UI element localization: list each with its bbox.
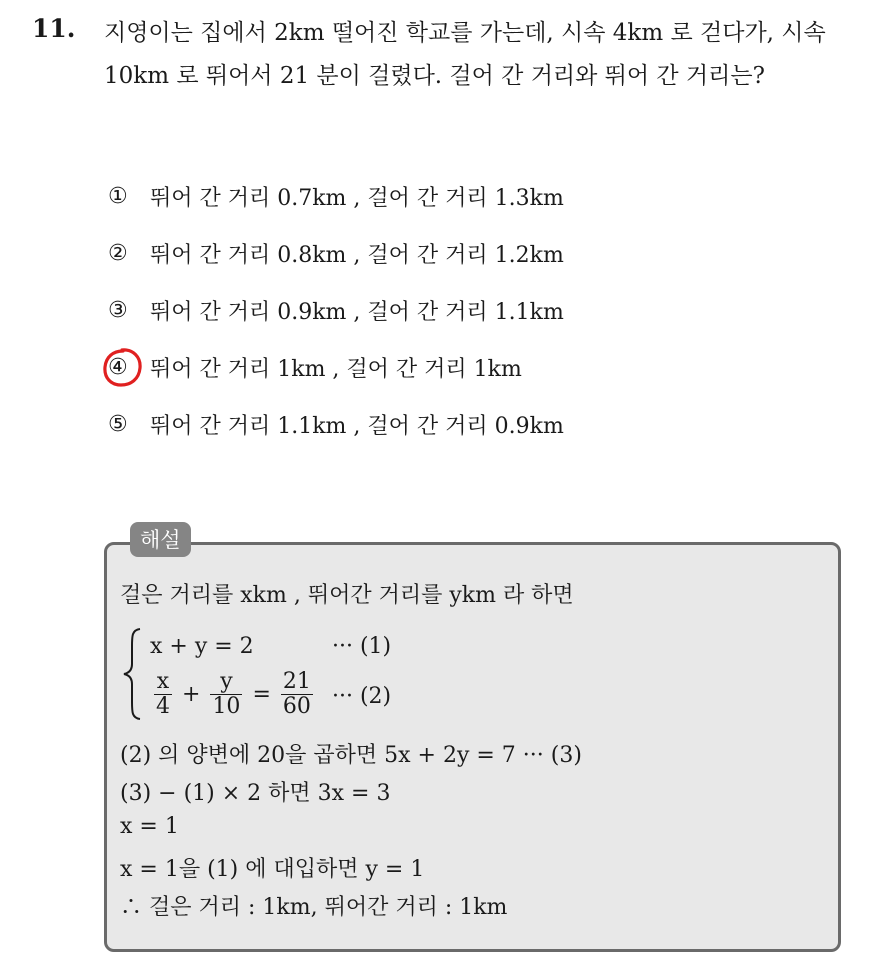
fraction-x-over-4 <box>154 670 172 719</box>
question-number: 11. <box>32 14 76 43</box>
solution-conclusion: ∴ 걸은 거리 : 1km, 뛰어간 거리 : 1km <box>120 895 508 920</box>
choice-4-text: 뛰어 간 거리 1km , 걸어 간 거리 1km <box>150 357 522 382</box>
choice-1-text: 뛰어 간 거리 0.7km , 걸어 간 거리 1.3km <box>150 186 564 211</box>
choice-3-text: 뛰어 간 거리 0.9km , 걸어 간 거리 1.1km <box>150 300 564 325</box>
choice-1-marker: ① <box>108 184 128 209</box>
fraction-1-denominator: 4 <box>156 694 170 719</box>
question-text: 지영이는 집에서 2km 떨어진 학교를 가는데, 시속 4km 로 걷다가, 시속 10km 로 뛰어서 21 분이 걸렸다. 걸어 간 거리와 뛰어 간 거리는? <box>104 20 826 89</box>
choice-4[interactable] <box>108 339 564 396</box>
choice-4-marker: ④ <box>108 355 128 380</box>
fraction-y-over-10 <box>210 670 242 719</box>
fraction-3-denominator: 60 <box>282 694 311 719</box>
choice-list <box>108 168 564 453</box>
solution-tag: 해설 <box>130 522 191 557</box>
equation-1: x + y = 2 <box>150 634 254 659</box>
choice-3[interactable] <box>108 282 564 339</box>
solution-step-4: x = 1을 (1) 에 대입하면 y = 1 <box>120 857 425 882</box>
plus-sign: + <box>182 682 201 707</box>
fraction-1-numerator: x <box>156 669 170 694</box>
choice-3-marker: ③ <box>108 298 128 323</box>
fraction-2-numerator: y <box>220 669 233 694</box>
solution-step-2: (3) − (1) × 2 하면 3x = 3 <box>120 781 391 806</box>
fraction-2-denominator: 10 <box>212 694 241 719</box>
equals-sign: = <box>252 682 271 707</box>
equation-2 <box>150 670 317 719</box>
equation-1-tag: ··· (1) <box>332 634 392 659</box>
choice-2-text: 뛰어 간 거리 0.8km , 걸어 간 거리 1.2km <box>150 243 564 268</box>
equation-system <box>120 626 420 722</box>
choice-2[interactable] <box>108 225 564 282</box>
choice-2-marker: ② <box>108 241 128 266</box>
equation-2-tag: ··· (2) <box>332 684 392 709</box>
choice-5-marker: ⑤ <box>108 412 128 437</box>
choice-5-text: 뛰어 간 거리 1.1km , 걸어 간 거리 0.9km <box>150 414 564 439</box>
solution-intro: 걸은 거리를 xkm , 뛰어간 거리를 ykm 라 하면 <box>120 583 574 608</box>
fraction-3-numerator: 21 <box>282 669 311 694</box>
choice-1[interactable] <box>108 168 564 225</box>
fraction-21-over-60 <box>281 670 313 719</box>
solution-step-3: x = 1 <box>120 814 179 839</box>
choice-5[interactable] <box>108 396 564 453</box>
solution-step-1: (2) 의 양변에 20을 곱하면 5x + 2y = 7 ··· (3) <box>120 743 582 768</box>
left-brace-icon <box>120 626 144 722</box>
